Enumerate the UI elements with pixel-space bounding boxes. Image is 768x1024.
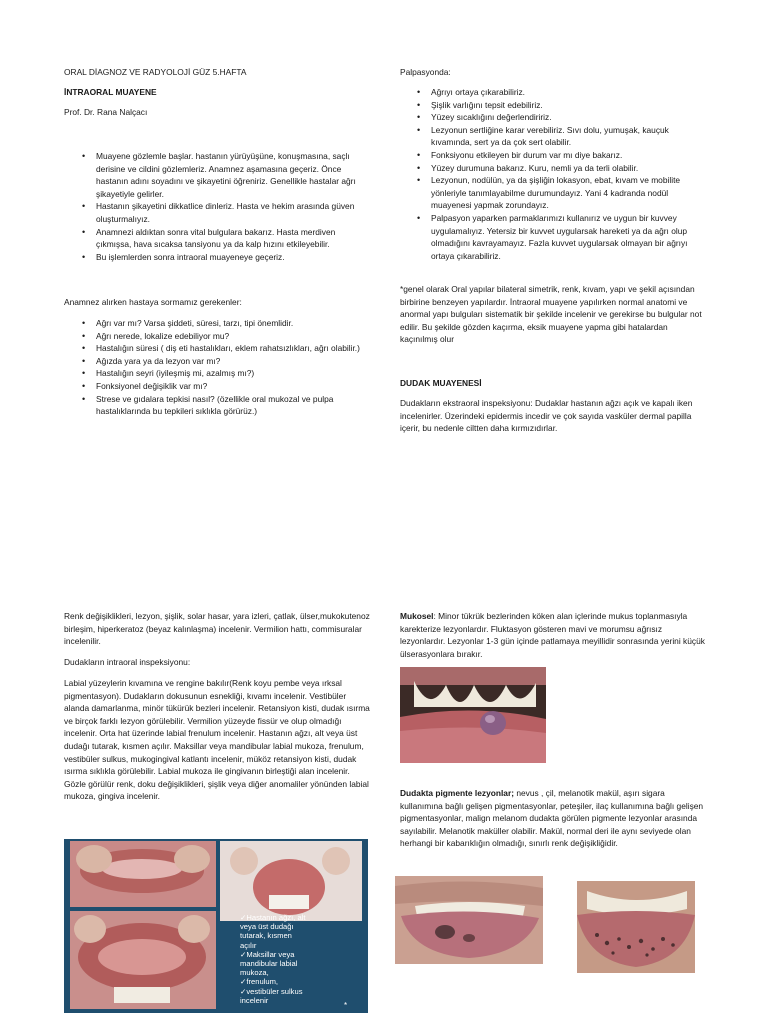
dudak-text: Dudakların ekstraoral inspeksiyonu: Dudaklar hastanın ağzı açık ve kapalı iken incelenirler. Üzerindeki epidermis incedir ve çok sayıda vasküler dermal papilla içerir, bu nedenle ciltten daha kırmızıdırlar. [400,398,693,434]
palpasyon-list-block [415,86,705,262]
list-item: • Fonksiyonel değişiklik var mı? [80,380,364,393]
list-item: • Yüzey sıcaklığını değerlendiririz. [415,111,705,124]
author-block [64,106,364,119]
slide-caption-line: veya üst dudağı [240,922,294,932]
dudak-text-block [400,397,705,435]
list-item: • Ağrı var mı? Varsa şiddeti, süresi, tarzı, tipi önemlidir. [80,317,364,330]
list-item: • Ağrıyı ortaya çıkarabiliriz. [415,86,705,99]
slide-caption-line: ✓frenulum, [240,977,279,987]
pigment-label: Dudakta pigmente lezyonlar; [400,788,515,798]
slide-caption-line: incelenir [240,995,269,1005]
section-title-block [64,86,364,99]
intro-list-block [80,150,364,263]
list-item: • Hastalığın seyri (iyileşmiş mi, azalmış mı?) [80,367,364,380]
lower-left-p2-block [64,656,370,669]
lower-left-p1-block [64,610,370,648]
list-item: • Muayene gözlemle başlar. hastanın yürüyüşüne, konuşmasına, saçlı derisine ve cildini gözlemleriz. Anamnez aşamasına geçeriz. Önce hastanın adını soyadını ve şikayetini öğreniriz. Genellikle hastalar ağrı şikayetiyle gelirler. [80,150,364,200]
pigmented-lesion-photo-1-graphic [395,876,543,964]
course-header [64,66,364,79]
lower-left-p1: Renk değişiklikleri, lezyon, şişlik, solar hasar, yara izleri, çatlak, ülser,mukokutenoz birleşim, hiperkeratoz (beyaz kalınlaşma) incelenir. Vermilion hattı, commisuralar incelenilir. [64,611,370,647]
list-item: • Hastanın şikayetini dikkatlice dinleriz. Hasta ve hekim arasında güven oluşturmalıyız. [80,200,364,225]
slide-caption-line: mukoza, [240,968,269,978]
list-item: • Şişlik varlığını tepsit edebiliriz. [415,99,705,112]
lower-left-p2: Dudakların intraoral inspeksiyonu: [64,657,191,667]
dudak-heading: DUDAK MUAYENESİ [400,378,482,388]
slide-corner-mark: * [344,1001,348,1010]
list-item: • Palpasyon yaparken parmaklarımızı kullanırız ve uygun bir kuvvey uygulamalıyız. Yetersiz bir kuvvet uygularsak hareketi ya da ağrı olup olmadığını kavrayamayız. Fazla kuvvet uygularsak olmayan bir ağrıyı ortaya çıkarabiliriz. [415,212,705,262]
pigment-paragraph [400,787,705,850]
slide-caption-line: mandibular labial [240,959,298,969]
slide-caption-line: ✓Hastanın ağzı, alt [240,913,306,922]
list-item: • Lezyonun sertliğine karar verebiliriz. Sıvı dolu, yumuşak, kauçuk kıvamında, sert ya da çok sert olabilir. [415,124,705,149]
mukosel-label: Mukosel [400,611,434,621]
anamnez-heading: Anamnez alırken hastaya sormamız gerekenler: [64,297,242,307]
mukosel-text: : Minor tükrük bezlerinden köken alan içlerinde mukus toplanmasıyla karekterize lezyonlardır. Fluktasyon gösteren mavi ve morumsu ağrısız lezyonlardır. Lezyonlar 1-3 gün içinde patlamaya meyillidir sonrasında yerini küçük ülserasyonlara bırakır. [400,611,705,659]
palpasyon-note: *genel olarak Oral yapılar bilateral simetrik, renk, kıvam, yapı ve şekil açısından birbirine benzeyen yapılardır. İntraoral muayene yapılırken normal anatomi ve anormal yapı bulguları sistematik bir şekilde incelenir ve gerekirse bu bulgular not edilir. Bu şekilde gözden kaçırma, eksik muayene yapma gibi hatalardan kaçınılmış olur [400,284,702,345]
slide-caption-line: ✓Maksillar veya [240,949,295,959]
list-item: • Anamnezi aldıktan sonra vital bulgulara bakarız. Hasta merdiven çıkmışsa, hava sıcaksa tansiyonu ya da kalp hızını etkileyebilir. [80,226,364,251]
mukosel-paragraph [400,610,705,660]
list-item: • Hastalığın süresi ( diş eti hastalıkları, eklem rahatsızlıkları, ağrı olabilir.) [80,342,364,355]
palpasyon-list [415,86,705,262]
course-title: ORAL DİAGNOZ VE RADYOLOJİ GÜZ 5.HAFTA [64,67,247,77]
palpasyon-note-block [400,283,705,346]
palpasyon-heading-block [400,66,705,79]
section-title: İNTRAORAL MUAYENE [64,87,157,97]
list-item: • Fonksiyonu etkileyen bir durum var mı diye bakarız. [415,149,705,162]
list-item: • Ağızda yara ya da lezyon var mı? [80,355,364,368]
list-item: • Yüzey durumuna bakarız. Kuru, nemli ya da terli olabilir. [415,162,705,175]
list-item: • Strese ve gıdalara tepkisi nasıl? (özellikle oral mukozal ve pulpa hastalıklarında bu tepkileri sıklıkla görürüz.) [80,393,364,418]
slide-caption-line: tutarak, kısmen [240,931,292,941]
slide-caption-line: açılır [240,940,257,950]
mucocele-photo-graphic [400,667,546,763]
lower-left-p3: Labial yüzeylerin kıvamına ve rengine bakılır(Renk koyu pembe veya ırksal pigmentasyon). Dudakların dokusunun esnekliği, kıvamı incelenir. Vestibüler alanda damarlanma, minör tükürük bezleri incelenir. Retansiyon kisti, dudak ısırma ve birçok farklı lezyon görülebilir. Vermilion yüzeyde fissür ve olup olmadığı incelenir. Orta hat üzerinde labial frenulum incelenir. Hastanın ağzı, alt veya üst dudağı tutarak, kısmen açılır. Maksillar veya mandibular labial mukoza, frenulum, vestibüler sulkus, mukogingival katlantı incelenir, müköz retansiyon kisti, dudak ısırma sıklıkla görülebilir. Labial mukoza ile gingivanın birleştiği alan incelenir. Gözle görülür renk, doku değişiklikleri, şişlik veya diğer anomaliler yönünden labial mukoza, gingiva incelenir. [64,678,370,802]
anamnez-list-block [80,317,364,418]
intro-list [80,150,364,263]
pigment-block [400,787,705,850]
pigmented-lesion-photo-2 [577,881,695,973]
list-item: • Ağrı nerede, lokalize edebiliyor mu? [80,330,364,343]
lower-left-p3-block [64,677,370,803]
mucocele-photo [400,667,546,763]
pigmented-lesion-photo-2-graphic [577,881,695,973]
author: Prof. Dr. Rana Nalçacı [64,107,148,117]
list-item: • Lezyonun, nodülün, ya da şişliğin lokasyon, ebat, kıvam ve mobilite yönleriyle tanımlayabilme durumundayız. Yani 4 kadranda nodül muayenesi yapmak zorundayız. [415,174,705,212]
anamnez-heading-block [64,296,364,309]
palpasyon-heading: Palpasyonda: [400,67,451,77]
anamnez-list [80,317,364,418]
pigment-text: nevus , çil, melanotik makül, aşırı sigara kullanımına bağlı gelişen pigmentasyonlar, peteşiler, ilaç kullanımına bağlı gelişen pigmentasyonlar, malign melanom dudakta görülen pigmente lezyonlar arasında sayılabilir. Melanotik maküller olabilir. Makül, normal deri ile aynı seviyede olan herhangi bir kabarıklığın olmadığı, sınırlı renk değişikliğidir. [400,788,704,849]
mukosel-block [400,610,705,660]
dudak-heading-block [400,377,705,390]
slide-caption-line: ✓vestibüler sulkus [240,986,303,996]
pigmented-lesion-photo-1 [395,876,543,964]
list-item: • Bu işlemlerden sonra intraoral muayeneye geçeriz. [80,251,364,264]
slide-caption [240,913,350,1005]
